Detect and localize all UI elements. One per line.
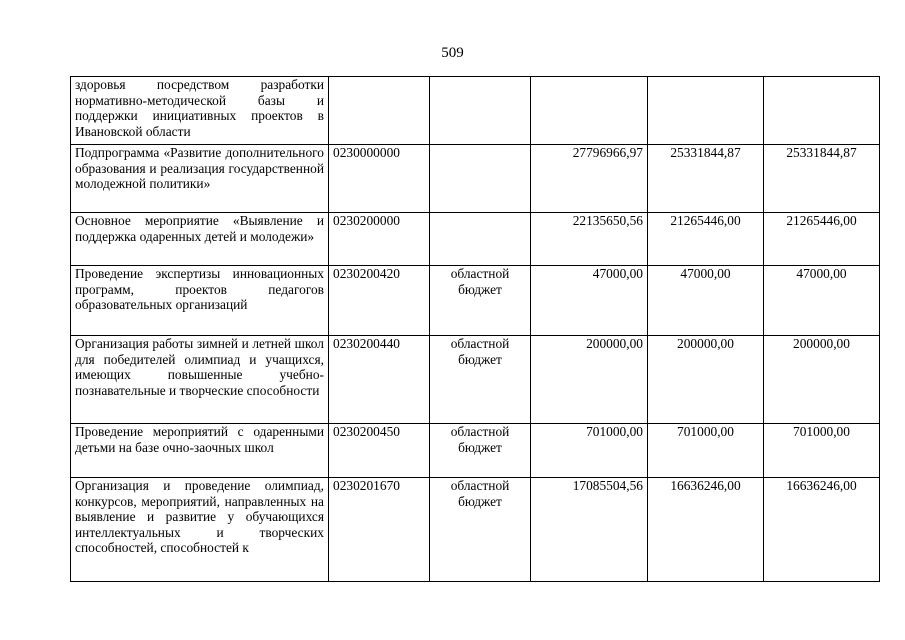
value-3-text: 200000,00 — [793, 336, 850, 351]
cell-value-3 — [764, 424, 880, 478]
value-1-text: 701000,00 — [586, 424, 643, 439]
code-text: 0230200000 — [333, 213, 400, 228]
cell-value-3 — [764, 478, 880, 582]
page-number: 509 — [441, 45, 464, 61]
cell-source — [430, 145, 531, 213]
table-row — [71, 266, 880, 336]
source-text: областной бюджет — [450, 266, 510, 297]
cell-code — [329, 213, 430, 266]
name-text: здоровья посредством разработки нормативно-методической базы и поддержки инициативных проектов в Ивановской области — [75, 77, 324, 139]
value-2-text: 16636246,00 — [670, 478, 741, 493]
table-row — [71, 478, 880, 582]
value-3-text: 21265446,00 — [786, 213, 857, 228]
cell-value-2 — [648, 336, 764, 424]
cell-value-3 — [764, 336, 880, 424]
value-3-text: 701000,00 — [793, 424, 850, 439]
value-3-text: 47000,00 — [796, 266, 847, 281]
value-2-text: 25331844,87 — [670, 145, 741, 160]
cell-name — [71, 424, 329, 478]
cell-code — [329, 424, 430, 478]
code-text: 0230000000 — [333, 145, 400, 160]
value-2-text: 200000,00 — [677, 336, 734, 351]
cell-name — [71, 145, 329, 213]
cell-value-3 — [764, 77, 880, 145]
name-text: Организация и проведение олимпиад, конкурсов, мероприятий, направленных на выявление и развитие у обучающихся интеллектуальных и творческих способностей, способностей к — [75, 478, 324, 556]
cell-value-3 — [764, 145, 880, 213]
code-text: 0230201670 — [333, 478, 400, 493]
name-text: Основное мероприятие «Выявление и поддержка одаренных детей и молодежи» — [75, 213, 324, 244]
cell-value-2 — [648, 213, 764, 266]
value-3-text: 25331844,87 — [786, 145, 857, 160]
cell-value-1 — [531, 213, 648, 266]
value-2-text: 47000,00 — [680, 266, 731, 281]
value-1-text: 200000,00 — [586, 336, 643, 351]
name-text: Проведение мероприятий с одаренными детьми на базе очно-заочных школ — [75, 424, 324, 455]
code-text: 0230200450 — [333, 424, 400, 439]
cell-source — [430, 424, 531, 478]
value-1-text: 17085504,56 — [572, 478, 643, 493]
cell-value-2 — [648, 478, 764, 582]
cell-value-2 — [648, 77, 764, 145]
source-text: областной бюджет — [450, 424, 510, 455]
cell-name — [71, 266, 329, 336]
name-text: Проведение экспертизы инновационных программ, проектов педагогов образовательных организаций — [75, 266, 324, 313]
cell-source — [430, 478, 531, 582]
table-row — [71, 424, 880, 478]
cell-code — [329, 77, 430, 145]
value-1-text: 27796966,97 — [572, 145, 643, 160]
value-2-text: 21265446,00 — [670, 213, 741, 228]
cell-value-2 — [648, 266, 764, 336]
cell-source — [430, 77, 531, 145]
cell-value-2 — [648, 424, 764, 478]
cell-value-3 — [764, 266, 880, 336]
cell-value-2 — [648, 145, 764, 213]
cell-source — [430, 266, 531, 336]
cell-code — [329, 336, 430, 424]
value-3-text: 16636246,00 — [786, 478, 857, 493]
value-1-text: 47000,00 — [592, 266, 643, 281]
table-body — [71, 77, 880, 582]
cell-code — [329, 478, 430, 582]
cell-value-1 — [531, 266, 648, 336]
table-row — [71, 336, 880, 424]
cell-name — [71, 77, 329, 145]
cell-value-3 — [764, 213, 880, 266]
code-text: 0230200440 — [333, 336, 400, 351]
table-row — [71, 213, 880, 266]
name-text: Подпрограмма «Развитие дополнительного образования и реализация государственной молодежной политики» — [75, 145, 324, 192]
name-text: Организация работы зимней и летней школ для победителей олимпиад и учащихся, имеющих повышенные учебно-познавательные и творческие способности — [75, 336, 324, 398]
source-text: областной бюджет — [450, 336, 510, 367]
cell-name — [71, 478, 329, 582]
cell-value-1 — [531, 424, 648, 478]
cell-name — [71, 213, 329, 266]
table-row — [71, 77, 880, 145]
cell-value-1 — [531, 336, 648, 424]
cell-value-1 — [531, 478, 648, 582]
cell-name — [71, 336, 329, 424]
table-row — [71, 145, 880, 213]
cell-value-1 — [531, 77, 648, 145]
cell-code — [329, 145, 430, 213]
cell-source — [430, 336, 531, 424]
value-1-text: 22135650,56 — [572, 213, 643, 228]
cell-source — [430, 213, 531, 266]
code-text: 0230200420 — [333, 266, 400, 281]
budget-table — [70, 76, 880, 582]
cell-value-1 — [531, 145, 648, 213]
cell-code — [329, 266, 430, 336]
value-2-text: 701000,00 — [677, 424, 734, 439]
source-text: областной бюджет — [450, 478, 510, 509]
